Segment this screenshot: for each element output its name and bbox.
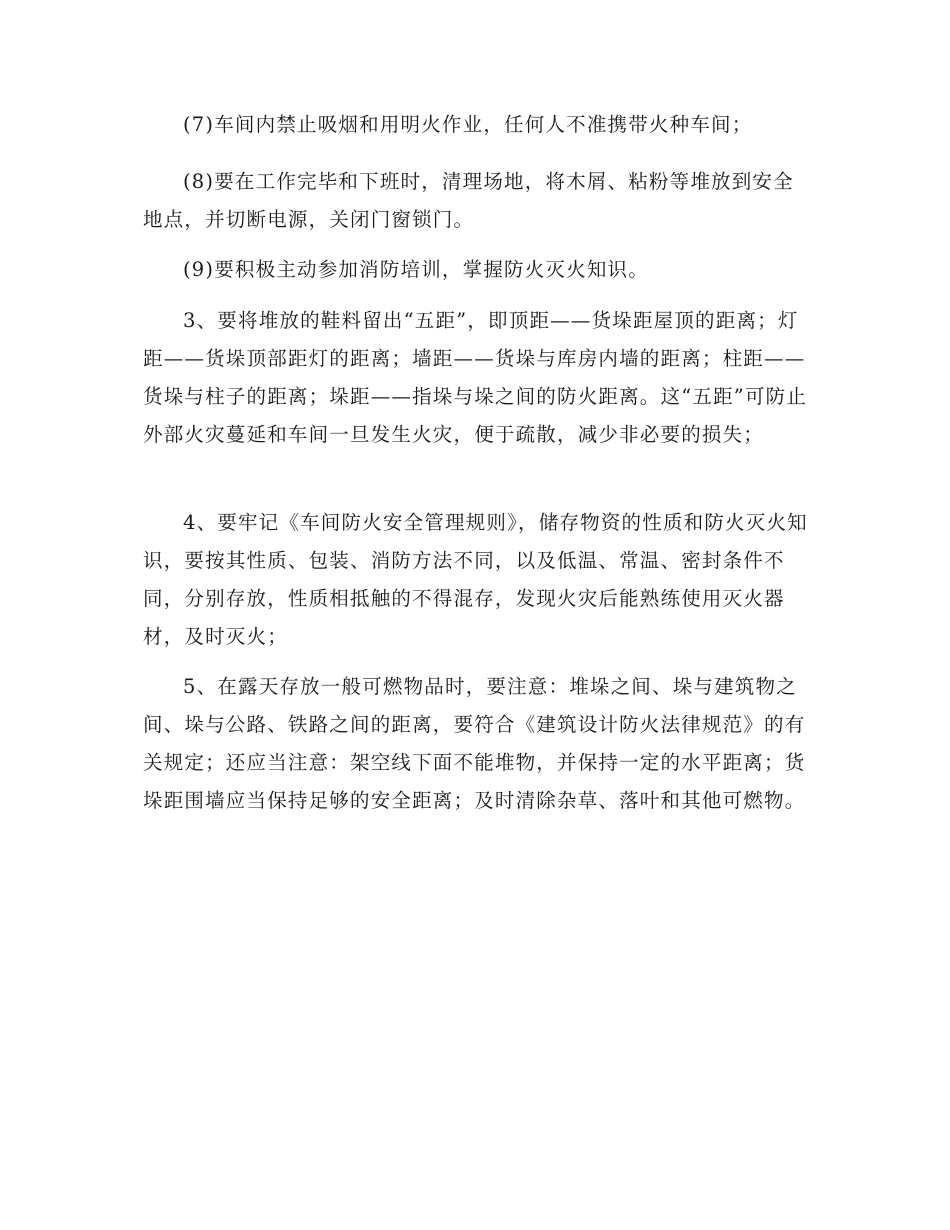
paragraph-outdoor-storage: 5、在露天存放一般可燃物品时，要注意：堆垛之间、垛与建筑物之间、垛与公路、铁路之间的距离，要符合《建筑设计防火法律规范》的有关规定；还应当注意：架空线下面不能堆物，并保持一定的水平距离；货垛距围墙应当保持足够的安全距离；及时清除杂草、落叶和其他可燃物。 <box>143 675 806 812</box>
paragraph-item-9: (9)要积极主动参加消防培训，掌握防火灭火知识。 <box>183 258 649 281</box>
paragraph-five-distances: 3、要将堆放的鞋料留出“五距”，即顶距——货垛距屋顶的距离；灯距——货垛顶部距灯的距离；墙距——货垛与库房内墙的距离；柱距——货垛与柱子的距离；垛距——指垛与垛之间的防火距离。这“五距”可防止外部火灾蔓延和车间一旦发生火灾，便于疏散，减少非必要的损失； <box>143 309 808 446</box>
paragraph-fire-safety-rules: 4、要牢记《车间防火安全管理规则》，储存物资的性质和防火灭火知识，要按其性质、包装、消防方法不同，以及低温、常温、密封条件不同，分别存放，性质相抵触的不得混存，发现火灾后能熟练使用灭火器材，及时灭火； <box>143 511 808 648</box>
paragraph-item-7: (7)车间内禁止吸烟和用明火作业，任何人不准携带火种车间； <box>183 113 753 136</box>
paragraph-item-8: (8)要在工作完毕和下班时，清理场地，将木屑、粘粉等堆放到安全地点，并切断电源，关闭门窗锁门。 <box>143 170 794 231</box>
